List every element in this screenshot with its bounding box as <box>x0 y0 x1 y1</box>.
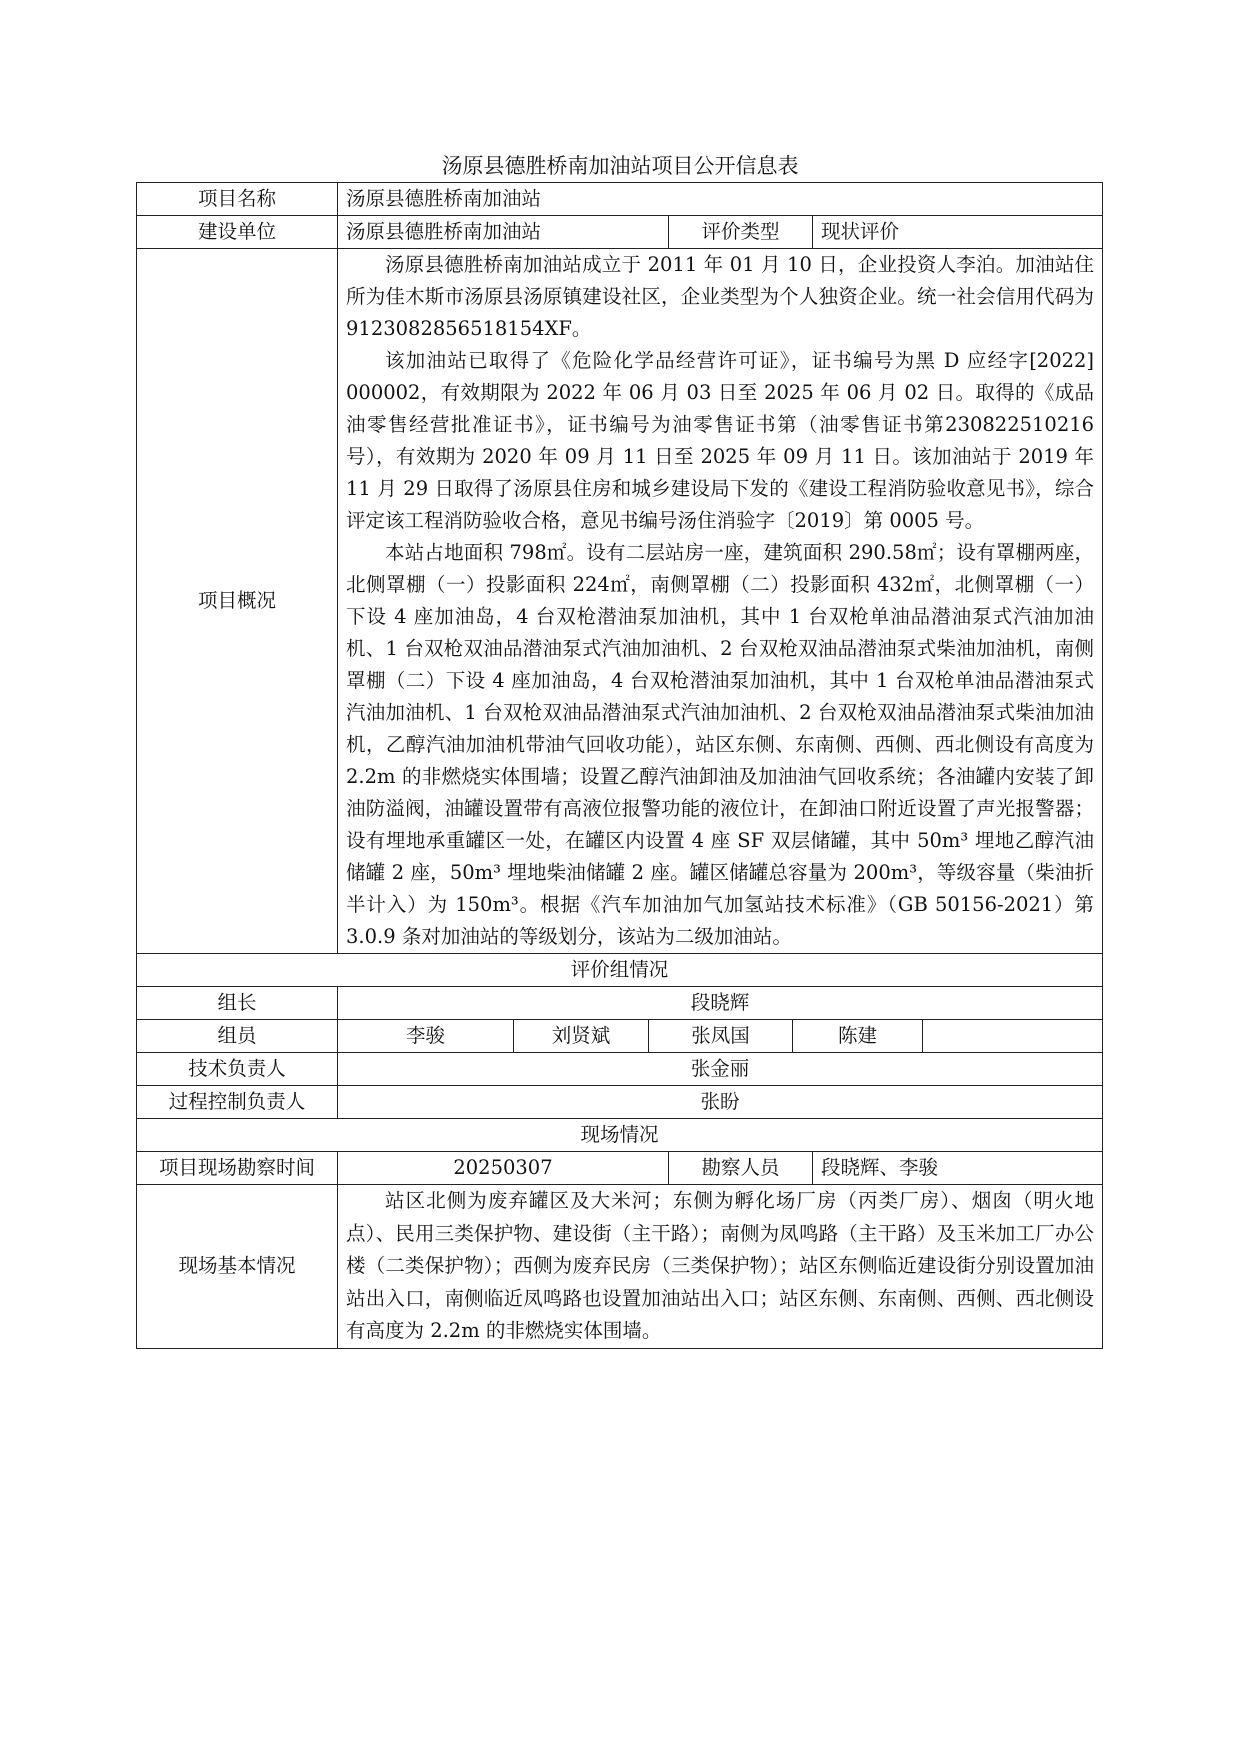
eval-type-value: 现状评价 <box>813 216 1103 249</box>
member-cell <box>923 1020 1103 1053</box>
site-basic-content <box>338 1185 1103 1349</box>
tech-value: 张金丽 <box>338 1053 1103 1086</box>
overview-paragraph: 本站占地面积 798㎡。设有二层站房一座，建筑面积 290.58㎡；设有罩棚两座，北侧罩棚（一）投影面积 224㎡，南侧罩棚（二）投影面积 432㎡，北侧罩棚（一）下设 4 座加油岛，4 台双枪潜油泵加油机，其中 1 台双枪单油品潜油泵式汽油加油机、1 台双枪双油品潜油泵式汽油加油机、2 台双枪双油品潜油泵式柴油加油机，南侧罩棚（二）下设 4 座加油岛，4 台双枪潜油泵加油机，其中 1 台双枪单油品潜油泵式汽油加油机、1 台双枪双油品潜油泵式汽油加油机、2 台双枪双油品潜油泵式柴油加油机，乙醇汽油加油机带油气回收功能），站区东侧、东南侧、西侧、西北侧设有高度为 2.2m 的非燃烧实体围墙；设置乙醇汽油卸油及加油油气回收系统；各油罐内安装了卸油防溢阀，油罐设置带有高液位报警功能的液位计，在卸油口附近设置了声光报警器；设有埋地承重罐区一处，在罐区内设置 4 座 SF 双层储罐，其中 50m³ 埋地乙醇汽油储罐 2 座，50m³ 埋地柴油储罐 2 座。罐区储罐总容量为 200m³，等级容量（柴油折半计入）为 150m³。根据《汽车加油加气加氢站技术标准》（GB 50156-2021）第 3.0.9 条对加油站的等级划分，该站为二级加油站。 <box>346 541 1095 948</box>
builder-label: 建设单位 <box>137 216 338 249</box>
page-title: 汤原县德胜桥南加油站项目公开信息表 <box>441 154 799 178</box>
info-table <box>136 182 1103 1349</box>
member-cell: 陈建 <box>793 1020 923 1053</box>
row-builder <box>137 216 1103 249</box>
project-name-value: 汤原县德胜桥南加油站 <box>338 183 1103 216</box>
row-site-section <box>137 1119 1103 1152</box>
row-members <box>137 1020 1103 1053</box>
project-name-label: 项目名称 <box>137 183 338 216</box>
member-cell: 李骏 <box>338 1020 514 1053</box>
builder-value: 汤原县德胜桥南加油站 <box>338 216 669 249</box>
process-label: 过程控制负责人 <box>137 1086 338 1119</box>
overview-paragraph: 汤原县德胜桥南加油站成立于 2011 年 01 月 10 日，企业投资人李泊。加油站住所为佳木斯市汤原县汤原镇建设社区，企业类型为个人独资企业。统一社会信用代码为 9123082856518154XF。 <box>346 253 1095 340</box>
row-survey <box>137 1152 1103 1185</box>
overview-paragraph: 该加油站已取得了《危险化学品经营许可证》，证书编号为黑 D 应经字[2022] 000002，有效期限为 2022 年 06 月 03 日至 2025 年 06 月 02 日。取得的《成品油零售经营批准证书》，证书编号为油零售证书第（油零售证书第230822510216 号），有效期为 2020 年 09 月 11 日至 2025 年 09 月 11 日。该加油站于 2019 年 11 月 29 日取得了汤原县住房和城乡建设局下发的《建设工程消防验收意见书》，综合评定该工程消防验收合格，意见书编号汤住消验字〔2019〕第 0005 号。 <box>346 349 1095 532</box>
surveyors-label: 勘察人员 <box>669 1152 813 1185</box>
row-tech <box>137 1053 1103 1086</box>
process-value: 张盼 <box>338 1086 1103 1119</box>
survey-time-value: 20250307 <box>338 1152 669 1185</box>
row-site-basic <box>137 1185 1103 1349</box>
survey-time-label: 项目现场勘察时间 <box>137 1152 338 1185</box>
site-section-title: 现场情况 <box>137 1119 1103 1152</box>
row-project-name <box>137 183 1103 216</box>
members-label: 组员 <box>137 1020 338 1053</box>
team-section-title: 评价组情况 <box>137 954 1103 987</box>
overview-label: 项目概况 <box>137 249 338 954</box>
surveyors-value: 段晓辉、李骏 <box>813 1152 1103 1185</box>
row-leader <box>137 987 1103 1020</box>
member-cell: 张凤国 <box>649 1020 793 1053</box>
row-team-section <box>137 954 1103 987</box>
leader-value: 段晓辉 <box>338 987 1103 1020</box>
overview-content <box>338 249 1103 954</box>
tech-label: 技术负责人 <box>137 1053 338 1086</box>
eval-type-label: 评价类型 <box>669 216 813 249</box>
row-process <box>137 1086 1103 1119</box>
site-basic-label: 现场基本情况 <box>137 1185 338 1349</box>
member-cell: 刘贤斌 <box>514 1020 649 1053</box>
row-overview <box>137 249 1103 954</box>
leader-label: 组长 <box>137 987 338 1020</box>
site-basic-text: 站区北侧为废弃罐区及大米河；东侧为孵化场厂房（丙类厂房）、烟囱（明火地点）、民用三类保护物、建设街（主干路）；南侧为凤鸣路（主干路）及玉米加工厂办公楼（二类保护物）；西侧为废弃民房（三类保护物）；站区东侧临近建设街分别设置加油站出入口，南侧临近凤鸣路也设置加油站出入口；站区东侧、东南侧、西侧、西北侧设有高度为 2.2m 的非燃烧实体围墙。 <box>346 1189 1095 1342</box>
